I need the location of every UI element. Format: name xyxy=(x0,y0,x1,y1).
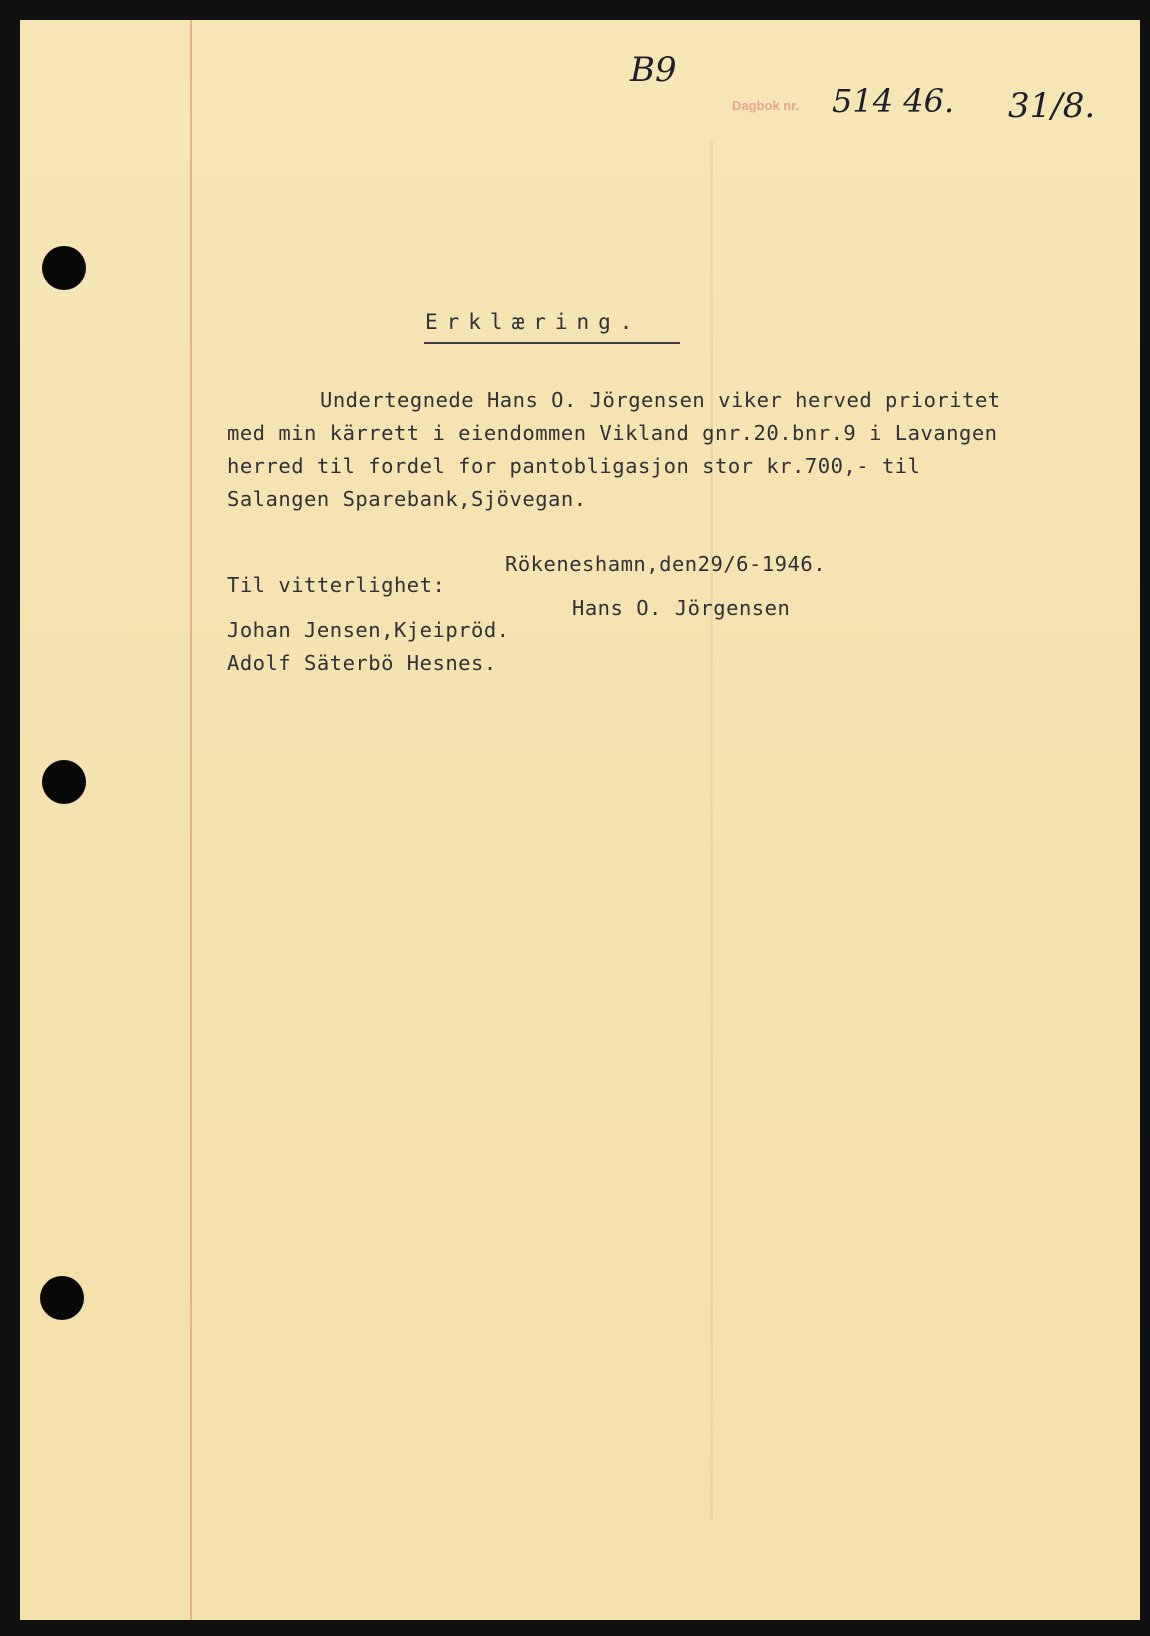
document-page xyxy=(20,20,1140,1620)
document-title: Erklæring. xyxy=(425,310,642,334)
witness-2: Adolf Säterbö Hesnes. xyxy=(227,651,497,675)
margin-line xyxy=(190,20,192,1620)
body-line-3: herred til fordel for pantobligasjon stor kr.700,- til xyxy=(227,454,921,478)
punch-hole-top xyxy=(42,246,86,290)
title-underline xyxy=(424,342,680,344)
punch-hole-bottom xyxy=(40,1276,84,1320)
witness-1: Johan Jensen,Kjeipröd. xyxy=(227,618,510,642)
witness-heading: Til vitterlighet: xyxy=(227,573,446,597)
register-date: 31/8. xyxy=(1008,86,1096,126)
body-line-4: Salangen Sparebank,Sjövegan. xyxy=(227,487,587,511)
body-line-1: Undertegnede Hans O. Jörgensen viker herved prioritet xyxy=(320,388,1001,412)
place-date: Rökeneshamn,den29/6-1946. xyxy=(505,552,827,576)
folio-number: B9 xyxy=(630,50,677,90)
body-line-2: med min kärrett i eiendommen Vikland gnr.20.bnr.9 i Lavangen xyxy=(227,421,998,445)
punch-hole-middle xyxy=(42,760,86,804)
signer-name: Hans O. Jörgensen xyxy=(572,596,791,620)
register-stamp: Dagbok nr. xyxy=(732,98,800,113)
bleed-through-shadow xyxy=(710,140,833,1520)
register-entry: 514 46. xyxy=(832,82,955,120)
